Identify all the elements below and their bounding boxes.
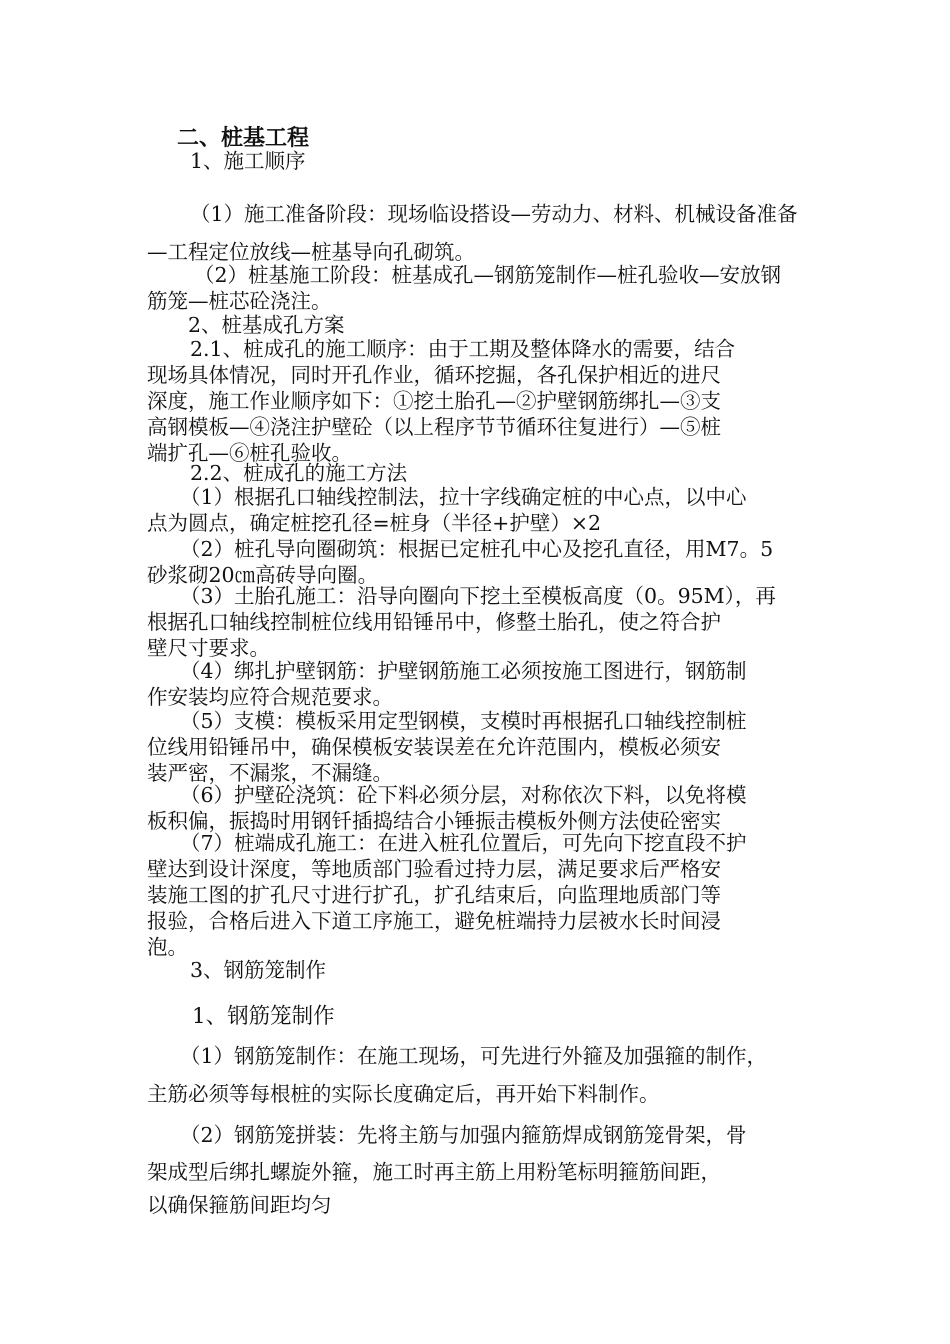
text-line: （1）根据孔口轴线控制法，拉十字线确定桩的中心点，以中心 [180, 485, 747, 509]
subsection-title [190, 148, 306, 174]
text-line: 板积偏，振捣时用钢钎插捣结合小锤振击模板外侧方法使砼密实 [147, 809, 721, 833]
text-line: 2.1、桩成孔的施工顺序：由于工期及整体降水的需要，结合 [190, 337, 736, 361]
text-line: 报验，合格后进入下道工序施工，避免桩端持力层被水长时间浸 [147, 909, 721, 933]
text-line: 架成型后绑扎螺旋外箍，施工时再主筋上用粉笔标明箍筋间距， [147, 1160, 721, 1184]
text-line: 装严密，不漏浆，不漏缝。 [147, 761, 393, 785]
text-line: （1）钢筋笼制作：在施工现场，可先进行外箍及加强箍的制作， [180, 1044, 768, 1068]
text-line: 1、钢筋笼制作 [192, 1004, 335, 1029]
paragraph [147, 708, 747, 786]
text-line: （6）护壁砼浇筑：砼下料必须分层，对称依次下料，以免将模 [180, 783, 747, 807]
paragraph [147, 830, 747, 960]
paragraph [147, 195, 798, 271]
text-line: 1、施工顺序 [190, 149, 306, 173]
text-line: （4）绑扎护壁钢筋：护壁钢筋施工必须按施工图进行，钢筋制 [180, 659, 747, 683]
text-line: 3、钢筋笼制作 [190, 958, 327, 982]
text-line: 壁尺寸要求。 [147, 636, 270, 660]
paragraph [147, 484, 747, 536]
section-heading: 二、桩基工程 [177, 126, 310, 151]
paragraph [147, 262, 781, 314]
text-line: 砂浆砌20㎝高砖导向圈。 [147, 563, 379, 587]
text-line: 筋笼—桩芯砼浇注。 [147, 289, 332, 313]
subsection-title [192, 1004, 335, 1030]
text-line: 现场具体情况，同时开孔作业，循环挖掘，各孔保护相近的进尺 [147, 363, 721, 387]
text-line: 2.2、桩成孔的施工方法 [190, 461, 408, 485]
paragraph [147, 658, 747, 710]
text-line: 装施工图的扩孔尺寸进行扩孔，扩孔结束后，向监理地质部门等 [147, 883, 721, 907]
text-line: （2）桩孔导向圈砌筑：根据已定桩孔中心及挖孔直径，用M7。5 [180, 537, 774, 561]
text-line: （2）钢筋笼拼装：先将主筋与加强内箍筋焊成钢筋笼骨架，骨 [180, 1123, 747, 1147]
text-line: （1）施工准备阶段：现场临设搭设—劳动力、材料、机械设备准备 [190, 202, 798, 226]
text-line: 高钢模板—④浇注护壁砼（以上程序节节循环往复进行）—⑤桩 [147, 415, 721, 439]
text-line: 位线用铅锤吊中，确保模板安装误差在允许范围内，模板必须安 [147, 735, 721, 759]
text-line: （7）桩端成孔施工：在进入桩孔位置后，可先向下挖直段不护 [180, 831, 747, 855]
text-line: 根据孔口轴线控制桩位线用铅锤吊中，修整土胎孔，使之符合护 [147, 610, 721, 634]
paragraph [147, 536, 773, 588]
paragraph [147, 1037, 767, 1113]
text-line: 主筋必须等每根桩的实际长度确定后，再开始下料制作。 [147, 1082, 660, 1106]
paragraph [147, 1116, 747, 1220]
paragraph [147, 583, 776, 661]
subsection-title [190, 957, 326, 983]
paragraph [147, 782, 747, 834]
paragraph [147, 336, 735, 466]
text-line: 泡。 [147, 935, 188, 959]
text-line: 2、桩基成孔方案 [188, 313, 345, 337]
subsection-title [188, 312, 345, 338]
text-line: （5）支模：模板采用定型钢模，支模时再根据孔口轴线控制桩 [180, 709, 747, 733]
text-line: 壁达到设计深度，等地质部门验看过持力层，满足要求后严格安 [147, 857, 721, 881]
text-line: 以确保箍筋间距均匀 [147, 1193, 332, 1217]
text-line: 作安装均应符合规范要求。 [147, 685, 393, 709]
text-line: （3）土胎孔施工：沿导向圈向下挖土至模板高度（0。95M），再 [180, 584, 776, 608]
text-line: —工程定位放线—桩基导向孔砌筑。 [147, 240, 475, 264]
text-line: 点为圆点，确定桩挖孔径=桩身（半径+护壁）×2 [147, 511, 602, 535]
text-line: （2）桩基施工阶段：桩基成孔—钢筋笼制作—桩孔验收—安放钢 [194, 263, 782, 287]
text-line: 端扩孔—⑥桩孔验收。 [147, 441, 352, 465]
subsection-title [190, 460, 407, 486]
text-line: 深度，施工作业顺序如下：①挖土胎孔—②护壁钢筋绑扎—③支 [147, 389, 721, 413]
